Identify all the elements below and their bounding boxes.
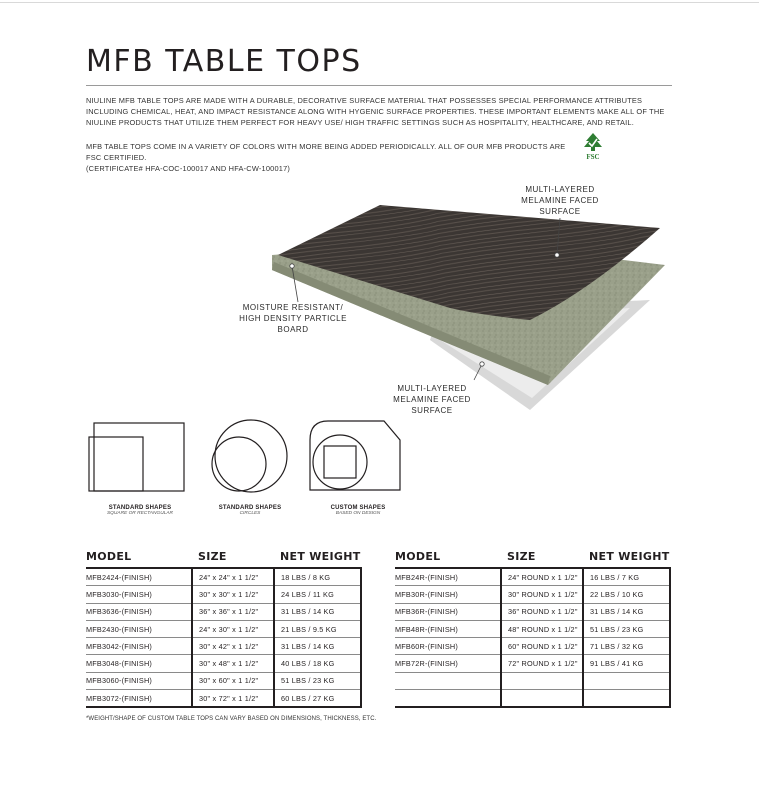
table-row bbox=[395, 568, 670, 586]
model-cell: MFB24R-(FINISH) bbox=[395, 568, 501, 586]
table-row bbox=[86, 655, 361, 672]
column-header-model: MODEL bbox=[395, 547, 501, 568]
shape-subtitle: CIRCLES bbox=[239, 511, 261, 516]
table-row bbox=[86, 672, 361, 689]
shape-caption-square bbox=[90, 505, 190, 516]
weight-cell: 22 LBS / 10 KG bbox=[583, 586, 670, 603]
weight-cell: 60 LBS / 27 KG bbox=[274, 690, 361, 708]
top-divider bbox=[0, 2, 759, 3]
column-header-model: MODEL bbox=[86, 547, 192, 568]
weight-cell: 71 LBS / 32 KG bbox=[583, 638, 670, 655]
model-cell: MFB2424-(FINISH) bbox=[86, 568, 192, 586]
size-cell: 24" x 24" x 1 1/2" bbox=[192, 568, 274, 586]
square-tops-table bbox=[86, 547, 362, 708]
column-header-weight: NET WEIGHT bbox=[583, 547, 670, 568]
size-cell: 30" x 72" x 1 1/2" bbox=[192, 690, 274, 708]
certification-line: MFB TABLE TOPS COME IN A VARIETY OF COLORS WITH MORE BEING ADDED PERIODICALLY. ALL OF OUR MFB PRODUCTS ARE FSC CERTIFIED. bbox=[86, 142, 566, 162]
column-header-weight: NET WEIGHT bbox=[274, 547, 361, 568]
table-row bbox=[86, 620, 361, 637]
model-cell: MFB30R-(FINISH) bbox=[395, 586, 501, 603]
size-cell: 24" x 30" x 1 1/2" bbox=[192, 620, 274, 637]
shape-title: STANDARD SHAPES bbox=[108, 505, 172, 511]
model-cell: MFB3636-(FINISH) bbox=[86, 603, 192, 620]
table-row bbox=[86, 586, 361, 603]
shape-title: STANDARD SHAPES bbox=[218, 505, 282, 511]
title-rule bbox=[86, 85, 672, 86]
weight-cell: 18 LBS / 8 KG bbox=[274, 568, 361, 586]
column-header-size: SIZE bbox=[192, 547, 274, 568]
size-cell: 24" ROUND x 1 1/2" bbox=[501, 568, 583, 586]
table-row bbox=[395, 638, 670, 655]
model-cell: MFB48R-(FINISH) bbox=[395, 620, 501, 637]
weight-cell: 31 LBS / 14 KG bbox=[274, 603, 361, 620]
tree-check-icon bbox=[584, 133, 602, 151]
bottom-surface-label: MULTI-LAYERED MELAMINE FACED SURFACE bbox=[393, 384, 471, 415]
page-title: MFB TABLE TOPS bbox=[86, 44, 362, 79]
weight-cell: 31 LBS / 14 KG bbox=[583, 603, 670, 620]
model-cell: MFB36R-(FINISH) bbox=[395, 603, 501, 620]
model-cell: MFB72R-(FINISH) bbox=[395, 655, 501, 672]
size-cell: 30" x 60" x 1 1/2" bbox=[192, 672, 274, 689]
size-cell bbox=[501, 672, 583, 689]
size-cell: 30" x 30" x 1 1/2" bbox=[192, 586, 274, 603]
table-row bbox=[86, 568, 361, 586]
table-row bbox=[395, 672, 670, 689]
weight-cell: 91 LBS / 41 KG bbox=[583, 655, 670, 672]
footnote: *WEIGHT/SHAPE OF CUSTOM TABLE TOPS CAN VARY BASED ON DIMENSIONS, THICKNESS, ETC. bbox=[86, 716, 377, 722]
table-row bbox=[395, 620, 670, 637]
column-header-size: SIZE bbox=[501, 547, 583, 568]
weight-cell: 21 LBS / 9.5 KG bbox=[274, 620, 361, 637]
fsc-text: FSC bbox=[586, 153, 600, 161]
model-cell bbox=[395, 690, 501, 708]
intro-paragraph: NIULINE MFB TABLE TOPS ARE MADE WITH A DURABLE, DECORATIVE SURFACE MATERIAL THAT POSSESSES SPECIAL PERFORMANCE ATTRIBUTES INCLUDING CHEMICAL, HEAT, AND IMPACT RESISTANCE ALONG WITH HYGENIC SURFACE PROPERTIES. THESE IMPORTANT ELEMENTS MAKE ALL OF THE NIULINE PRODUCTS THAT UTILIZE THEM PERFECT FOR HEAVY USE/ HIGH TRAFFIC SETTINGS SUCH AS HOSPITALITY, HEALTHCARE, AND RETAIL. bbox=[86, 96, 665, 127]
weight-cell: 51 LBS / 23 KG bbox=[583, 620, 670, 637]
size-cell: 60" ROUND x 1 1/2" bbox=[501, 638, 583, 655]
model-cell: MFB3072-(FINISH) bbox=[86, 690, 192, 708]
model-cell: MFB60R-(FINISH) bbox=[395, 638, 501, 655]
certification-paragraph bbox=[86, 141, 576, 174]
size-cell: 30" ROUND x 1 1/2" bbox=[501, 586, 583, 603]
weight-cell: 51 LBS / 23 KG bbox=[274, 672, 361, 689]
top-surface-label: MULTI-LAYERED MELAMINE FACED SURFACE bbox=[521, 185, 599, 216]
certificate-numbers: (CERTIFICATE# HFA-COC-100017 AND HFA-CW-100017) bbox=[86, 164, 291, 173]
model-cell: MFB2430-(FINISH) bbox=[86, 620, 192, 637]
size-cell: 30" x 48" x 1 1/2" bbox=[192, 655, 274, 672]
model-cell: MFB3030-(FINISH) bbox=[86, 586, 192, 603]
fsc-logo bbox=[580, 131, 606, 161]
weight-cell bbox=[583, 690, 670, 708]
size-cell: 48" ROUND x 1 1/2" bbox=[501, 620, 583, 637]
model-cell bbox=[395, 672, 501, 689]
weight-cell bbox=[583, 672, 670, 689]
shape-subtitle: BASED ON DESIGN bbox=[335, 511, 381, 516]
weight-cell: 16 LBS / 7 KG bbox=[583, 568, 670, 586]
core-board-label: MOISTURE RESISTANT/ HIGH DENSITY PARTICLE BOARD bbox=[239, 303, 347, 334]
custom-shape-icon bbox=[306, 418, 402, 494]
table-row bbox=[86, 638, 361, 655]
model-cell: MFB3042-(FINISH) bbox=[86, 638, 192, 655]
size-cell bbox=[501, 690, 583, 708]
shape-caption-circle bbox=[200, 505, 300, 516]
table-row bbox=[86, 603, 361, 620]
size-cell: 36" x 36" x 1 1/2" bbox=[192, 603, 274, 620]
shape-title: CUSTOM SHAPES bbox=[330, 505, 386, 511]
size-cell: 72" ROUND x 1 1/2" bbox=[501, 655, 583, 672]
shape-subtitle: SQUARE OR RECTANGULAR bbox=[106, 511, 173, 516]
table-row bbox=[395, 655, 670, 672]
table-header-row bbox=[395, 547, 670, 568]
table-row bbox=[86, 690, 361, 708]
model-cell: MFB3060-(FINISH) bbox=[86, 672, 192, 689]
shape-caption-custom bbox=[308, 505, 408, 516]
weight-cell: 24 LBS / 11 KG bbox=[274, 586, 361, 603]
table-header-row bbox=[86, 547, 361, 568]
table-row bbox=[395, 586, 670, 603]
weight-cell: 31 LBS / 14 KG bbox=[274, 638, 361, 655]
circles-icon bbox=[205, 418, 297, 494]
size-cell: 36" ROUND x 1 1/2" bbox=[501, 603, 583, 620]
model-cell: MFB3048-(FINISH) bbox=[86, 655, 192, 672]
round-tops-table bbox=[395, 547, 671, 708]
table-row bbox=[395, 603, 670, 620]
table-row bbox=[395, 690, 670, 708]
size-cell: 30" x 42" x 1 1/2" bbox=[192, 638, 274, 655]
square-rectangle-icon bbox=[86, 420, 188, 494]
weight-cell: 40 LBS / 18 KG bbox=[274, 655, 361, 672]
